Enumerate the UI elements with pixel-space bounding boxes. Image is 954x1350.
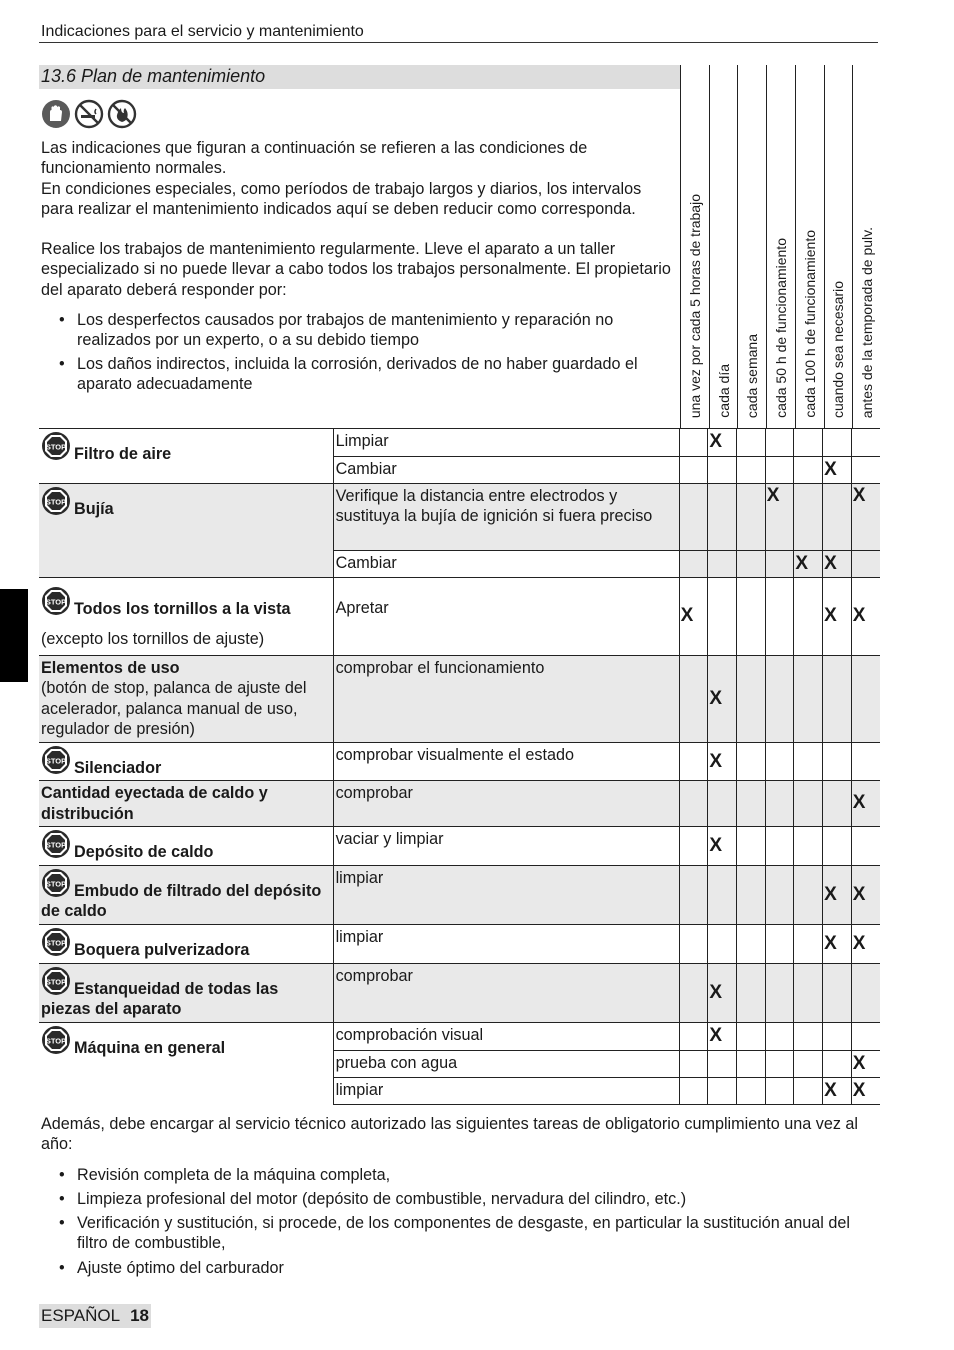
glove-icon [41,99,71,129]
check-mark: X [852,792,866,814]
section-title: 13.6 Plan de mantenimiento [39,65,680,89]
interval-cell [851,484,880,551]
component-cell [39,865,333,924]
interval-cell [679,1050,708,1077]
stop-sign-icon [41,966,71,996]
table-row [39,484,880,551]
check-mark: X [824,552,837,574]
check-mark: X [852,605,866,627]
column-header-label: cada 100 h de funcionamiento [801,230,818,418]
column-header [795,65,824,428]
interval-cell [765,743,794,781]
stop-sign-icon [41,586,71,616]
table-row [39,743,880,781]
component-name: Estanqueidad de todas las piezas del aparato [41,979,279,1019]
interval-cell [851,743,880,781]
check-mark: X [852,1079,866,1101]
interval-cell [708,1050,737,1077]
table-row [39,429,880,457]
task-cell: vaciar y limpiar [333,826,679,865]
interval-cell [823,865,852,924]
column-header-label: cada 50 h de funcionamiento [772,238,789,418]
interval-cell [765,826,794,865]
intro-paragraph: Las indicaciones que figuran a continuación se refieren a las condiciones de funcionamiento normales. [41,139,588,178]
svg-text:STOP: STOP [45,442,67,452]
interval-cell [708,924,737,963]
table-row [39,826,880,865]
task-cell: prueba con agua [333,1050,679,1077]
interval-cell [765,656,794,743]
interval-cell [851,781,880,827]
interval-cell [851,551,880,578]
interval-cell [708,551,737,578]
task-cell: limpiar [333,1077,679,1104]
interval-cell [794,963,823,1022]
liability-list [41,310,677,394]
check-mark: X [709,750,722,772]
interval-cell [765,924,794,963]
interval-cell [737,484,766,551]
interval-cell [823,551,852,578]
interval-cell [794,484,823,551]
check-mark: X [824,458,837,480]
component-cell [39,743,333,781]
check-mark: X [709,431,722,453]
check-mark: X [852,1052,866,1074]
interval-cell [708,578,737,656]
interval-cell [679,1077,708,1104]
interval-cell [823,1077,852,1104]
intro-text [41,138,677,397]
interval-cell [794,781,823,827]
interval-cell [794,578,823,656]
running-header: Indicaciones para el servicio y mantenimiento [41,23,364,40]
column-header-label: cuando sea necesario [830,281,847,418]
interval-cell [679,924,708,963]
stop-sign-icon [41,927,71,957]
interval-cell [794,1022,823,1050]
interval-cell [708,1077,737,1104]
stop-sign-icon [41,1025,71,1055]
interval-cell [765,429,794,457]
interval-cell [823,743,852,781]
component-cell [39,578,333,656]
component-name: Filtro de aire [74,445,172,463]
check-mark: X [824,932,837,954]
interval-cell [851,457,880,484]
interval-cell [823,578,852,656]
column-header [766,65,795,428]
interval-cell [765,781,794,827]
component-cell [39,429,333,484]
intro-paragraph: Realice los trabajos de mantenimiento regularmente. Lleve el aparato a un taller especializado si no puede llevar a cabo todos los trabajos personalmente. El propietario del aparato deberá responder por: [41,240,671,299]
table-row [39,924,880,963]
check-mark: X [766,485,780,506]
column-header-label: cada día [715,364,732,418]
svg-text:STOP: STOP [45,879,67,889]
svg-text:STOP: STOP [45,497,67,507]
interval-cell [708,457,737,484]
column-header [737,65,766,428]
column-header [852,65,881,428]
component-name: Depósito de caldo [74,842,214,861]
task-cell: Apretar [333,578,679,656]
component-cell [39,924,333,963]
table-row [39,1022,880,1050]
interval-cell [679,743,708,781]
stop-sign-icon [41,486,71,516]
interval-cell [737,781,766,827]
interval-cell [851,1077,880,1104]
stop-sign-icon [41,868,71,898]
table-row [39,963,880,1022]
check-mark: X [824,605,837,627]
interval-cell [765,578,794,656]
interval-cell [708,963,737,1022]
interval-cell [794,865,823,924]
component-cell [39,484,333,578]
interval-cell [679,551,708,578]
language-side-tab [0,589,28,682]
interval-cell [708,826,737,865]
interval-cell [823,429,852,457]
interval-cell [794,457,823,484]
component-cell [39,1022,333,1104]
interval-cell [679,826,708,865]
interval-cell [765,551,794,578]
interval-cell [851,1022,880,1050]
interval-cell [737,1050,766,1077]
interval-cell [851,429,880,457]
column-header-label: una vez por cada 5 horas de trabajo [686,193,703,418]
table-row [39,865,880,924]
intro-paragraph: En condiciones especiales, como períodos de trabajo largos y diarios, los intervalos para realizar el mantenimiento indicados aquí se deben reducir como corresponda. [41,179,642,218]
interval-cell [823,1022,852,1050]
interval-cell [708,743,737,781]
interval-cell [737,578,766,656]
component-cell [39,826,333,865]
check-mark: X [680,605,694,627]
interval-cell [823,826,852,865]
task-cell: Cambiar [333,551,679,578]
svg-text:STOP: STOP [45,756,67,766]
interval-cell [823,457,852,484]
interval-cell [765,865,794,924]
task-cell: limpiar [333,865,679,924]
component-name: Todos los tornillos a la vista [74,600,291,618]
safety-icons [41,99,137,129]
task-cell: limpiar [333,924,679,963]
interval-cell [708,429,737,457]
column-header [709,65,738,428]
check-mark: X [852,485,866,506]
column-header-label: cada semana [744,333,761,418]
interval-cell [737,551,766,578]
annual-service-intro: Además, debe encargar al servicio técnico autorizado las siguientes tareas de obligatorio cumplimiento una vez al año: [41,1115,859,1154]
list-item: • Verificación y sustitución, si procede, de los componentes de desgaste, en particular la sustitución anual del filtro de combustible, [41,1213,881,1254]
table-row [39,578,880,656]
interval-cell [708,1022,737,1050]
svg-text:STOP: STOP [45,840,67,850]
check-mark: X [824,1079,837,1101]
interval-cell [851,924,880,963]
interval-cell [765,484,794,551]
interval-cell [823,1050,852,1077]
interval-cell [765,1077,794,1104]
interval-cell [765,457,794,484]
check-mark: X [852,883,866,905]
interval-cell [851,578,880,656]
page-number: 18 [130,1306,149,1325]
column-header [680,65,709,428]
list-item: • Limpieza profesional del motor (depósito de combustible, nervadura del cilindro, etc.) [41,1189,881,1209]
interval-cell [794,1050,823,1077]
task-cell: comprobar [333,963,679,1022]
annual-service-section [41,1114,881,1282]
interval-cell [765,1022,794,1050]
task-cell: comprobar el funcionamiento [333,656,679,743]
component-name: Cantidad eyectada de caldo y distribución [41,784,268,823]
interval-cell [679,865,708,924]
interval-cell [765,963,794,1022]
interval-cell [823,963,852,1022]
svg-text:STOP: STOP [45,597,67,607]
interval-cell [794,1077,823,1104]
table-row [39,656,880,743]
interval-cell [737,963,766,1022]
stop-sign-icon [41,829,71,859]
interval-cell [679,781,708,827]
component-note: (excepto los tornillos de ajuste) [41,630,265,649]
maintenance-table [39,428,880,1105]
header-rule [39,42,878,43]
interval-cell [708,484,737,551]
intro-section [39,65,680,428]
component-name: Elementos de uso [41,659,180,677]
component-name: Bujía [74,500,114,518]
page-footer [39,1304,151,1328]
interval-cell [823,656,852,743]
interval-cell [737,826,766,865]
interval-cell [679,578,708,656]
component-note: (botón de stop, palanca de ajuste del acelerador, palanca manual de uso, regulador de presión) [41,679,307,738]
column-header [824,65,853,428]
interval-cell [794,656,823,743]
table-row [39,781,880,827]
interval-cell [737,1022,766,1050]
interval-cell [794,826,823,865]
task-cell: comprobar visualmente el estado [333,743,679,781]
interval-cell [737,1077,766,1104]
component-name: Silenciador [74,759,162,777]
interval-cell [737,457,766,484]
interval-cell [708,865,737,924]
interval-cell [679,484,708,551]
interval-cell [679,963,708,1022]
check-mark: X [709,687,722,709]
interval-cell [851,656,880,743]
list-item: • Revisión completa de la máquina completa, [41,1165,881,1185]
component-cell [39,963,333,1022]
interval-cell [765,1050,794,1077]
svg-text:STOP: STOP [45,977,67,987]
svg-text:STOP: STOP [45,1036,67,1046]
interval-cell [794,429,823,457]
interval-cell [737,743,766,781]
interval-cell [708,656,737,743]
annual-service-list [41,1165,881,1278]
task-cell: Verifique la distancia entre electrodos y sustituya la bujía de ignición si fuera preciso [333,484,679,551]
task-cell: Limpiar [333,429,679,457]
interval-cell [823,484,852,551]
component-cell [39,656,333,743]
interval-cell [737,924,766,963]
interval-cell [737,865,766,924]
interval-cell [794,743,823,781]
component-name: Máquina en general [74,1038,226,1057]
interval-cell [737,656,766,743]
list-item: • Los daños indirectos, incluida la corrosión, derivados de no haber guardado el aparato adecuadamente [41,354,677,395]
task-cell: comprobar [333,781,679,827]
component-cell [39,781,333,827]
footer-language: ESPAÑOL [41,1306,121,1325]
interval-cell [823,781,852,827]
interval-cell [851,865,880,924]
interval-cell [794,551,823,578]
interval-cell [679,429,708,457]
component-name: Embudo de filtrado del depósito de caldo [41,881,322,921]
stop-sign-icon [41,745,71,775]
interval-cell [794,924,823,963]
task-cell: Cambiar [333,457,679,484]
interval-cell [851,826,880,865]
check-mark: X [795,552,809,574]
list-item: • Los desperfectos causados por trabajos de mantenimiento y reparación no realizados por un experto, o a su debido tiempo [41,310,677,351]
interval-cell [737,429,766,457]
check-mark: X [709,981,722,1003]
check-mark: X [709,1025,722,1047]
interval-cell [851,963,880,1022]
interval-cell [679,457,708,484]
check-mark: X [852,932,866,954]
interval-cell [708,781,737,827]
column-header-label: antes de la temporada de pulv. [859,226,876,418]
no-smoking-icon [74,99,104,129]
check-mark: X [824,883,837,905]
svg-text:STOP: STOP [45,938,67,948]
stop-sign-icon [41,431,71,461]
no-fire-icon [107,99,137,129]
interval-cell [851,1050,880,1077]
task-cell: comprobación visual [333,1022,679,1050]
check-mark: X [709,834,722,856]
interval-cell [679,656,708,743]
component-name: Boquera pulverizadora [74,940,250,959]
interval-cell [679,1022,708,1050]
interval-cell [823,924,852,963]
list-item: • Ajuste óptimo del carburador [41,1258,881,1278]
